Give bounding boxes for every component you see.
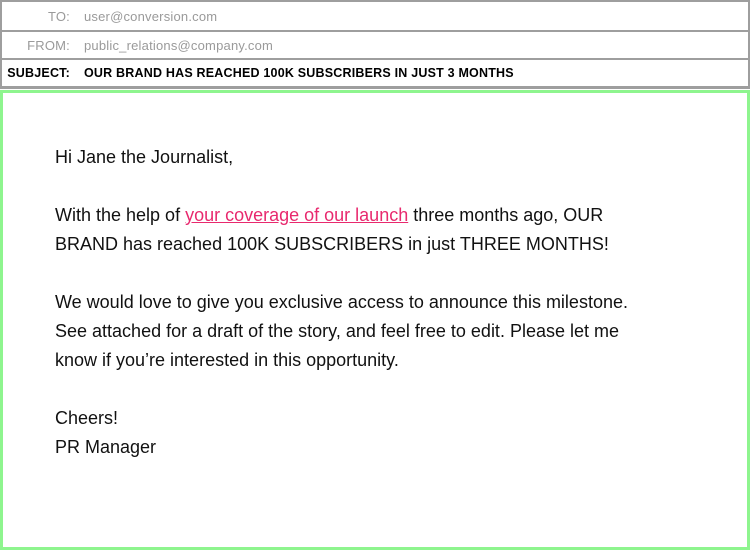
coverage-link[interactable]: your coverage of our launch [185, 205, 409, 225]
paragraph-offer [55, 288, 715, 375]
paragraph-text: See attached for a draft of the story, and feel free to edit. Please let me [55, 321, 619, 341]
to-label: TO: [47, 8, 70, 24]
subject-row [0, 58, 750, 89]
greeting: Hi Jane the Journalist, [55, 147, 234, 167]
subject-label: SUBJECT: [7, 66, 70, 80]
to-address[interactable]: user@conversion.com [84, 8, 218, 24]
paragraph-text: know if you’re interested in this opportunity. [55, 350, 399, 370]
signature: PR Manager [55, 437, 157, 457]
from-address[interactable]: public_relations@company.com [84, 37, 274, 53]
paragraph-text: BRAND has reached 100K SUBSCRIBERS in just THREE MONTHS! [55, 234, 609, 254]
signoff: Cheers! [55, 408, 119, 428]
email-body [0, 90, 750, 550]
email-body-text [55, 143, 715, 462]
paragraph-text: three months ago, OUR [408, 205, 604, 225]
from-row [0, 30, 750, 60]
paragraph-coverage [55, 201, 715, 259]
paragraph-text: With the help of [55, 205, 186, 225]
subject-text[interactable]: OUR BRAND HAS REACHED 100K SUBSCRIBERS IN JUST 3 MONTHS [84, 66, 514, 80]
to-row [0, 0, 750, 32]
paragraph-text: We would love to give you exclusive access to announce this milestone. [55, 292, 628, 312]
from-label: FROM: [27, 37, 70, 53]
